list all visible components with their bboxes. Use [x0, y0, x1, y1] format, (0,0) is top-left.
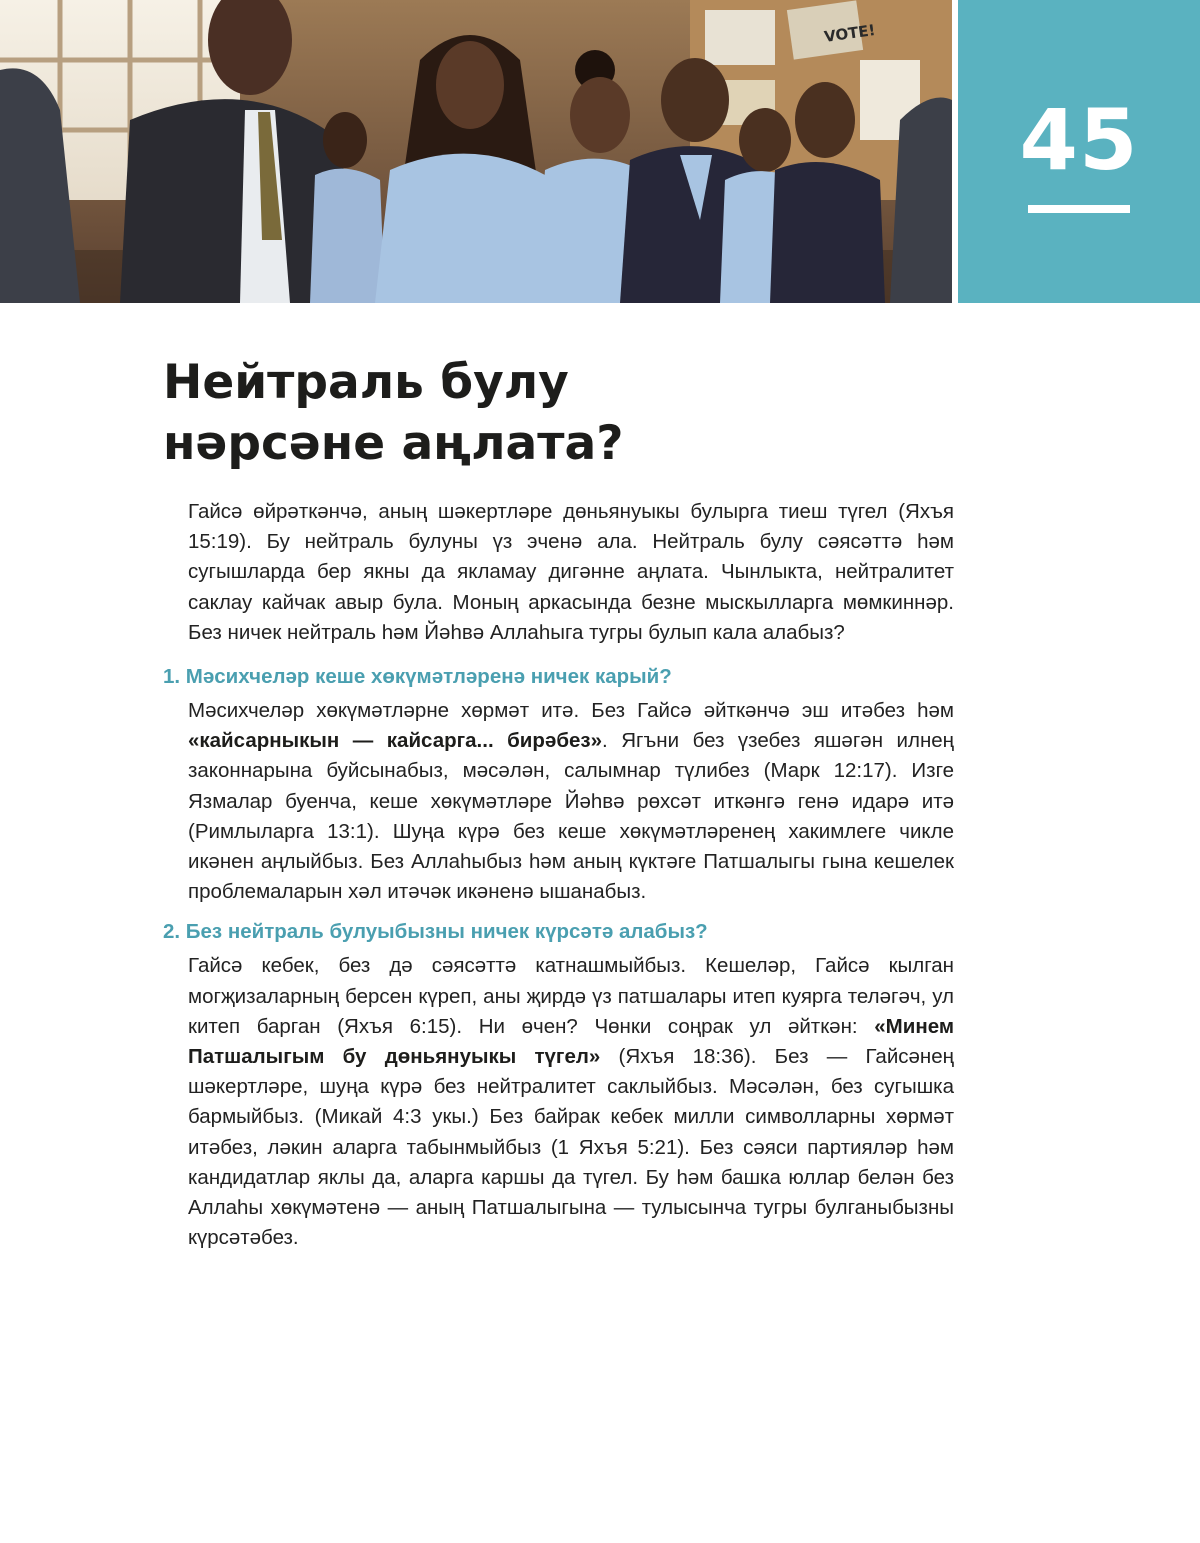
answer-1-text-a: Мәсихчеләр хөкүмәтләрне хөрмәт итә. Без Гайсә әйткәнчә эш итәбез һәм [188, 699, 954, 723]
question-1: 1. Мәсихчеләр кеше хөкүмәтләренә ничек карый? [163, 665, 672, 689]
lesson-number-badge [958, 0, 1200, 303]
poster-text: VOTE! [823, 20, 877, 46]
answer-1 [188, 696, 954, 907]
lesson-title [163, 352, 923, 474]
question-2: 2. Без нейтраль булуыбызны ничек күрсәтә алабыз? [163, 920, 708, 944]
students-standing-illustration [0, 0, 952, 303]
answer-2-text-b: (Яхъя 18:36). Без — Гайсәнең шәкертләре, шуңа күрә без нейтралитет саклыйбыз. Мәсәлән, без сугышка бармыйбыз. (Микай 4:3 укы.) Без байрак кебек милли символларны хөрмәт итәбез, ләкин аларга табынмыйбыз (1 Яхъя 5:21). Без сәяси партияләр һәм кандидатлар яклы да, аларга каршы да түгел. Бу һәм башка юллар белән без Аллаһы хөкүмәтенә — аның Патшалыгына — тулысынча тугры булганыбызны күрсәтәбез. [188, 1045, 954, 1250]
answer-1-quote: «кайсарныкын — кайсарга... бирәбез» [188, 729, 602, 753]
answer-2-text-a: Гайсә кебек, без дә сәясәттә катнашмыйбыз. Кешеләр, Гайсә кылган могҗизаларның берсен күреп, аны җирдә үз патшалары итеп куярга теләгәч, ул китеп барган (Яхъя 6:15). Ни өчен? Чөнки соңрак ул әйткән: [188, 954, 954, 1038]
answer-2-quote: «Минем Патшалыгым бу дөньянуыкы түгел» [188, 1014, 954, 1069]
answer-1-text-b: . Ягъни без үзебез яшәгән илнең законнарына буйсынабыз, мәсәлән, салымнар түлибез (Марк 12:17). Изге Язмалар буенча, кеше хөкүмәтләре Йәһвә рөхсәт иткәнгә генә идарә итә (Римлыларга 13:1). Шуңа күрә без кеше хөкүмәтләренең хакимлеге чикле икәнен аңлыйбыз. Без Аллаһыбыз һәм аның күктәге Патшалыгы гына кешелек проблемаларын хәл итәчәк икәненә ышанабыз. [188, 729, 954, 904]
intro-paragraph: Гайсә өйрәткәнчә, аның шәкертләре дөньянуыкы булырга тиеш түгел (Яхъя 15:19). Бу нейтраль булуны үз эченә ала. Нейтраль булу сәясәттә һәм сугышларда бер якны да якламау дигәнне аңлата. Чынлыкта, нейтралитет саклау кайчак авыр була. Моның аркасында безне мыскылларга мөмкиннәр. Без ничек нейтраль һәм Йәһвә Аллаһыга тугры булып кала алабыз? [188, 500, 954, 644]
lesson-title-line-2: нәрсәне аңлата? [163, 416, 624, 471]
answer-2 [188, 951, 954, 1253]
lesson-number: 45 [1019, 91, 1139, 189]
lesson-content [163, 497, 954, 1253]
header-photo [0, 0, 952, 303]
lesson-number-underline [1028, 205, 1130, 213]
lesson-title-line-1: Нейтраль булу [163, 355, 569, 410]
